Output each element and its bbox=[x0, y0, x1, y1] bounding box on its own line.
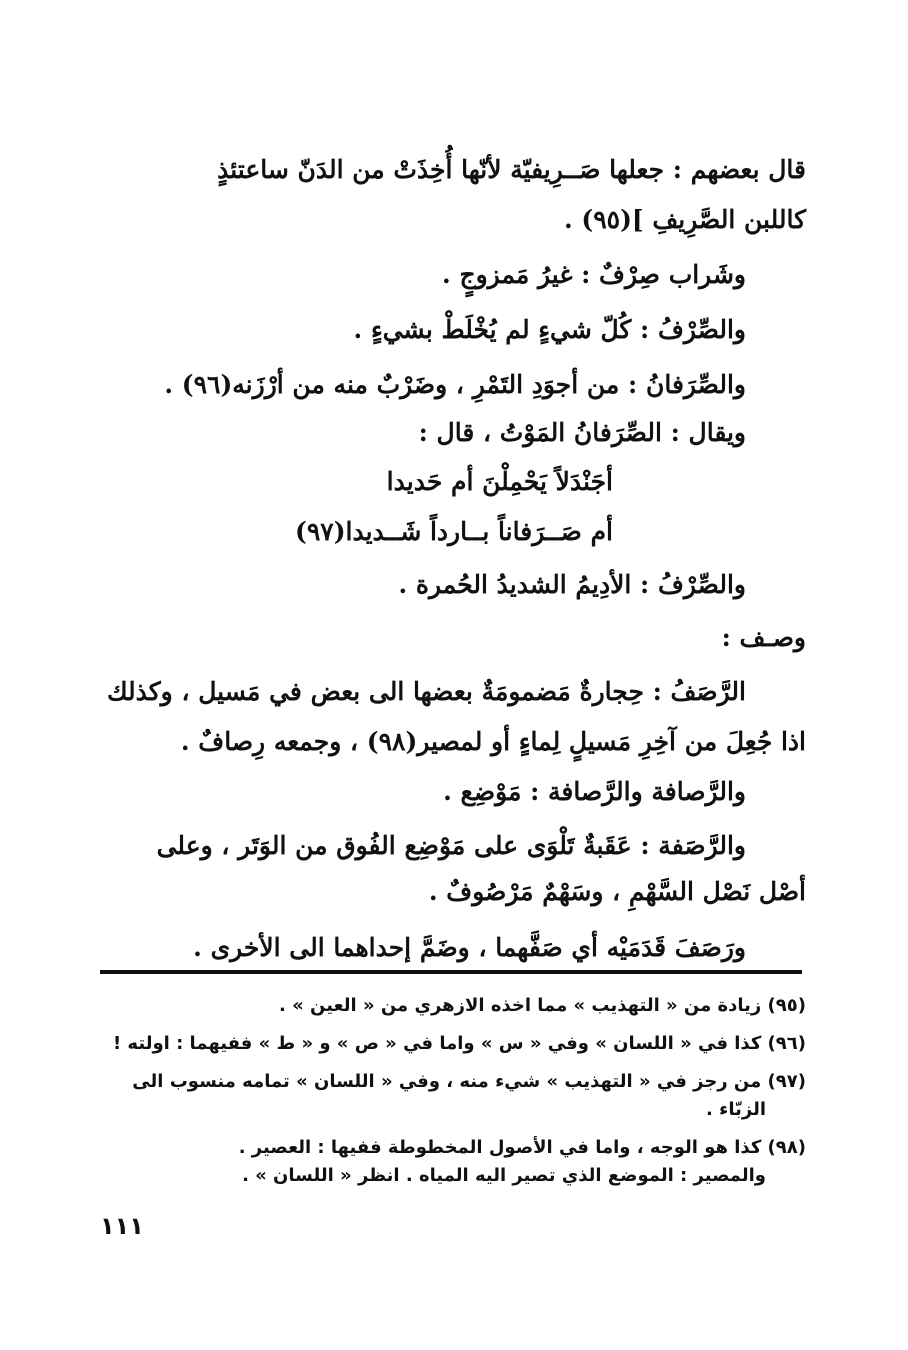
entry-heading: وصـف : bbox=[721, 623, 806, 652]
footnote: (٩٧) من رجز في « التهذيب » شيء منه ، وفي « اللسان » تمامه منسوب الى bbox=[132, 1071, 806, 1092]
body-line: الرَّصَفُ : حِجارةٌ مَضمومَةٌ بعضها الى بعض في مَسيل ، وكذلك bbox=[106, 677, 746, 706]
footnote-continuation: والمصير : الموضع الذي تصير اليه المياه . انظر « اللسان » . bbox=[242, 1165, 766, 1186]
footnote: (٩٨) كذا هو الوجه ، واما في الأصول المخطوطة ففيها : العصير . bbox=[238, 1137, 806, 1158]
body-line: ويقال : الصِّرَفانُ المَوْتُ ، قال : bbox=[418, 418, 746, 447]
footnote: (٩٦) كذا في « اللسان » وفي « س » واما في « ص » و « ط » ففيهما : اولته ! bbox=[112, 1033, 806, 1054]
body-line: ورَصَفَ قَدَمَيْه أي صَفَّهما ، وضَمَّ إحداهما الى الأخرى . bbox=[193, 933, 746, 962]
footnote-continuation: الزبّاء . bbox=[706, 1099, 766, 1120]
body-line: قال بعضهم : جعلها صَــرِيفيّة لأنّها أُخِذَتْ من الدَنّ ساعتئذٍ bbox=[217, 155, 806, 184]
body-line: اذا جُعِلَ من آخِرِ مَسيلٍ لِماءٍ أو لمصير(٩٨) ، وجمعه رِصافٌ . bbox=[180, 727, 806, 756]
verse-line: أجَنْدَلاً يَحْمِلْنَ أم حَديدا bbox=[386, 467, 613, 496]
body-line: والرَّصَفة : عَقَبةٌ تَلْوَى على مَوْضِع الفُوق من الوَتَر ، وعلى bbox=[156, 831, 746, 860]
footnote: (٩٥) زيادة من « التهذيب » مما اخذه الازهري من « العين » . bbox=[279, 995, 806, 1016]
body-line: والرَّصافة والرَّصافة : مَوْضِع . bbox=[443, 777, 746, 806]
footnote-rule bbox=[100, 970, 802, 974]
body-line: أصْل نَصْل السَّهْمِ ، وسَهْمٌ مَرْصُوفٌ . bbox=[428, 877, 806, 906]
body-line: والصِّرَفانُ : من أجوَدِ التَمْرِ ، وضَرْبٌ منه من أرْزَنه(٩٦) . bbox=[164, 370, 746, 399]
body-line: كاللبن الصَّرِيفِ ](٩٥) . bbox=[563, 205, 806, 234]
verse-line: أم صَــرَفاناً بــارداً شَــديدا(٩٧) bbox=[295, 517, 613, 546]
body-line: والصِّرْفُ : كُلّ شيءٍ لم يُخْلَطْ بشيءٍ . bbox=[353, 315, 746, 344]
page-number: ١١١ bbox=[100, 1212, 144, 1240]
body-line: والصِّرْفُ : الأدِيمُ الشديدُ الحُمرة . bbox=[398, 570, 746, 599]
body-line: وشَراب صِرْفٌ : غيرُ مَمزوجٍ . bbox=[442, 260, 746, 289]
